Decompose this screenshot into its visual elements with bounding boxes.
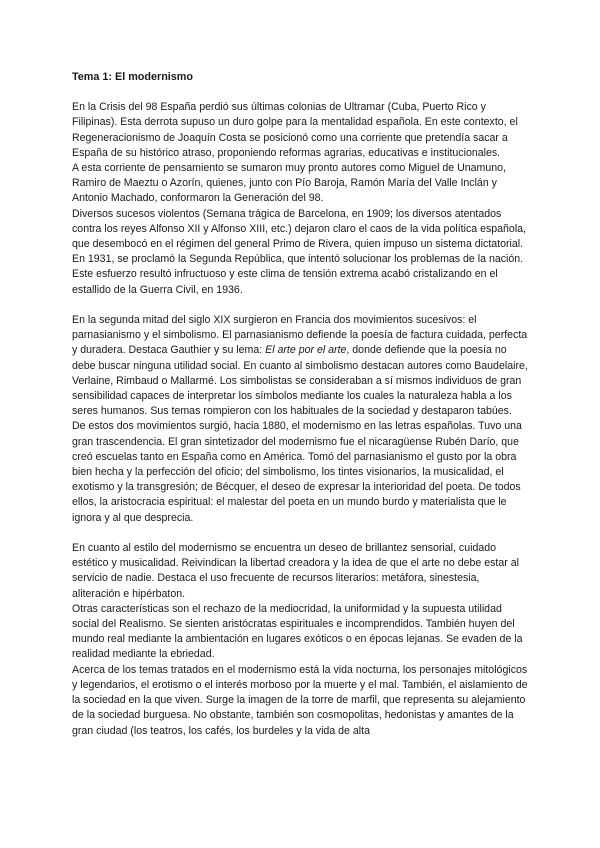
paragraph: En la segunda mitad del siglo XIX surgieron en Francia dos movimientos sucesivos: el parnasianismo y el simbolismo. El parnasianismo defiende la poesía de factura cuidada, perfecta y duradera. Destaca Gauthier y su lema: El arte por el arte, donde defiende que la poesía no debe buscar ninguna utilidad social. En cuanto al simbolismo destacan autores como Baudelaire, Verlaine, Rimbaud o Mallarmé. Los simbolistas se consideraban a sí mismos individuos de gran sensibilidad capaces de interpretar los símbolos mediante los cuales la naturaleza habla a los seres humanos. Sus temas rompieron con los habituales de la sociedad y destaparon tabúes.: [72, 314, 528, 418]
document-body: [72, 100, 530, 739]
paragraph: En 1931, se proclamó la Segunda República, que intentó solucionar los problemas de la nación. Este esfuerzo resultó infructuoso y este clima de tensión extrema acabó cristalizando en el estallido de la Guerra Civil, en 1936.: [72, 253, 524, 296]
paragraph: Acerca de los temas tratados en el modernismo está la vida nocturna, los personajes mitológicos y legendarios, el erotismo o el interés morboso por la muerte y el mal. También, el aislamiento de la sociedad en la que viven. Surge la imagen de la torre de marfil, que representa su alejamiento de la sociedad burguesa. No obstante, también son cosmopolitas, hedonistas y amantes de la gran ciudad (los teatros, los cafés, los burdeles y la vida de alta: [72, 663, 528, 737]
paragraph: En cuanto al estilo del modernismo se encuentra un deseo de brillantez sensorial, cuidado estético y musicalidad. Reivindican la libertad creadora y la idea de que el arte no debe estar al servicio de nadie. Destaca el uso frecuente de recursos literarios: metáfora, sinestesia, aliteración e hipérbaton.: [72, 542, 519, 600]
section-gap: [72, 298, 530, 313]
paragraph: Diversos sucesos violentos (Semana trágica de Barcelona, en 1909; los diversos atentados contra los reyes Alfonso XII y Alfonso XIII, etc.) dejaron claro el caos de la vida política española, que desembocó en el régimen del general Primo de Rivera, quien impuso un sistema dictatorial.: [72, 207, 527, 251]
paragraph: De estos dos movimientos surgió, hacia 1880, el modernismo en las letras españolas. Tuvo una gran trascendencia. El gran sintetizador del modernismo fue el nicaragüense Rubén Darío, que creó escuelas tanto en España como en América. Tomó del parnasianismo el gusto por la obra bien hecha y la perfección del oficio; del simbolismo, los tintes visionarios, la musicalidad, el exotismo y la transgresión; de Bécquer, el deseo de expresar la interioridad del poeta. De todos ellos, la aristocracia espiritual: el malestar del poeta en un mundo burdo y materialista que le ignora y al que desprecia.: [72, 420, 522, 524]
italic-quote: El arte por el arte: [265, 344, 347, 357]
document-page: [72, 70, 530, 739]
section-gap: [72, 526, 530, 541]
page-title: Tema 1: El modernismo: [72, 71, 193, 83]
paragraph: En la Crisis del 98 España perdió sus últimas colonias de Ultramar (Cuba, Puerto Rico y Filipinas). Esta derrota supuso un duro golpe para la mentalidad española. En este contexto, el Regeneracionismo de Joaquín Costa se posicionó como una corriente que pretendía sacar a España de su histórico atraso, proponiendo reformas agrarias, educativas e institucionales.: [72, 101, 518, 159]
paragraph: Otras características son el rechazo de la mediocridad, la uniformidad y la supuesta utilidad social del Realismo. Se sienten aristócratas espirituales e incomprendidos. También huyen del mundo real mediante la ambientación en lugares exóticos o en épocas lejanas. Se evaden de la realidad mediante la ebriedad.: [72, 602, 523, 661]
paragraph: A esta corriente de pensamiento se sumaron muy pronto autores como Miguel de Unamuno, Ramiro de Maeztu o Azorín, quienes, junto con Pío Baroja, Ramón María del Valle Inclán y Antonio Machado, conformaron la Generación del 98.: [72, 162, 506, 205]
